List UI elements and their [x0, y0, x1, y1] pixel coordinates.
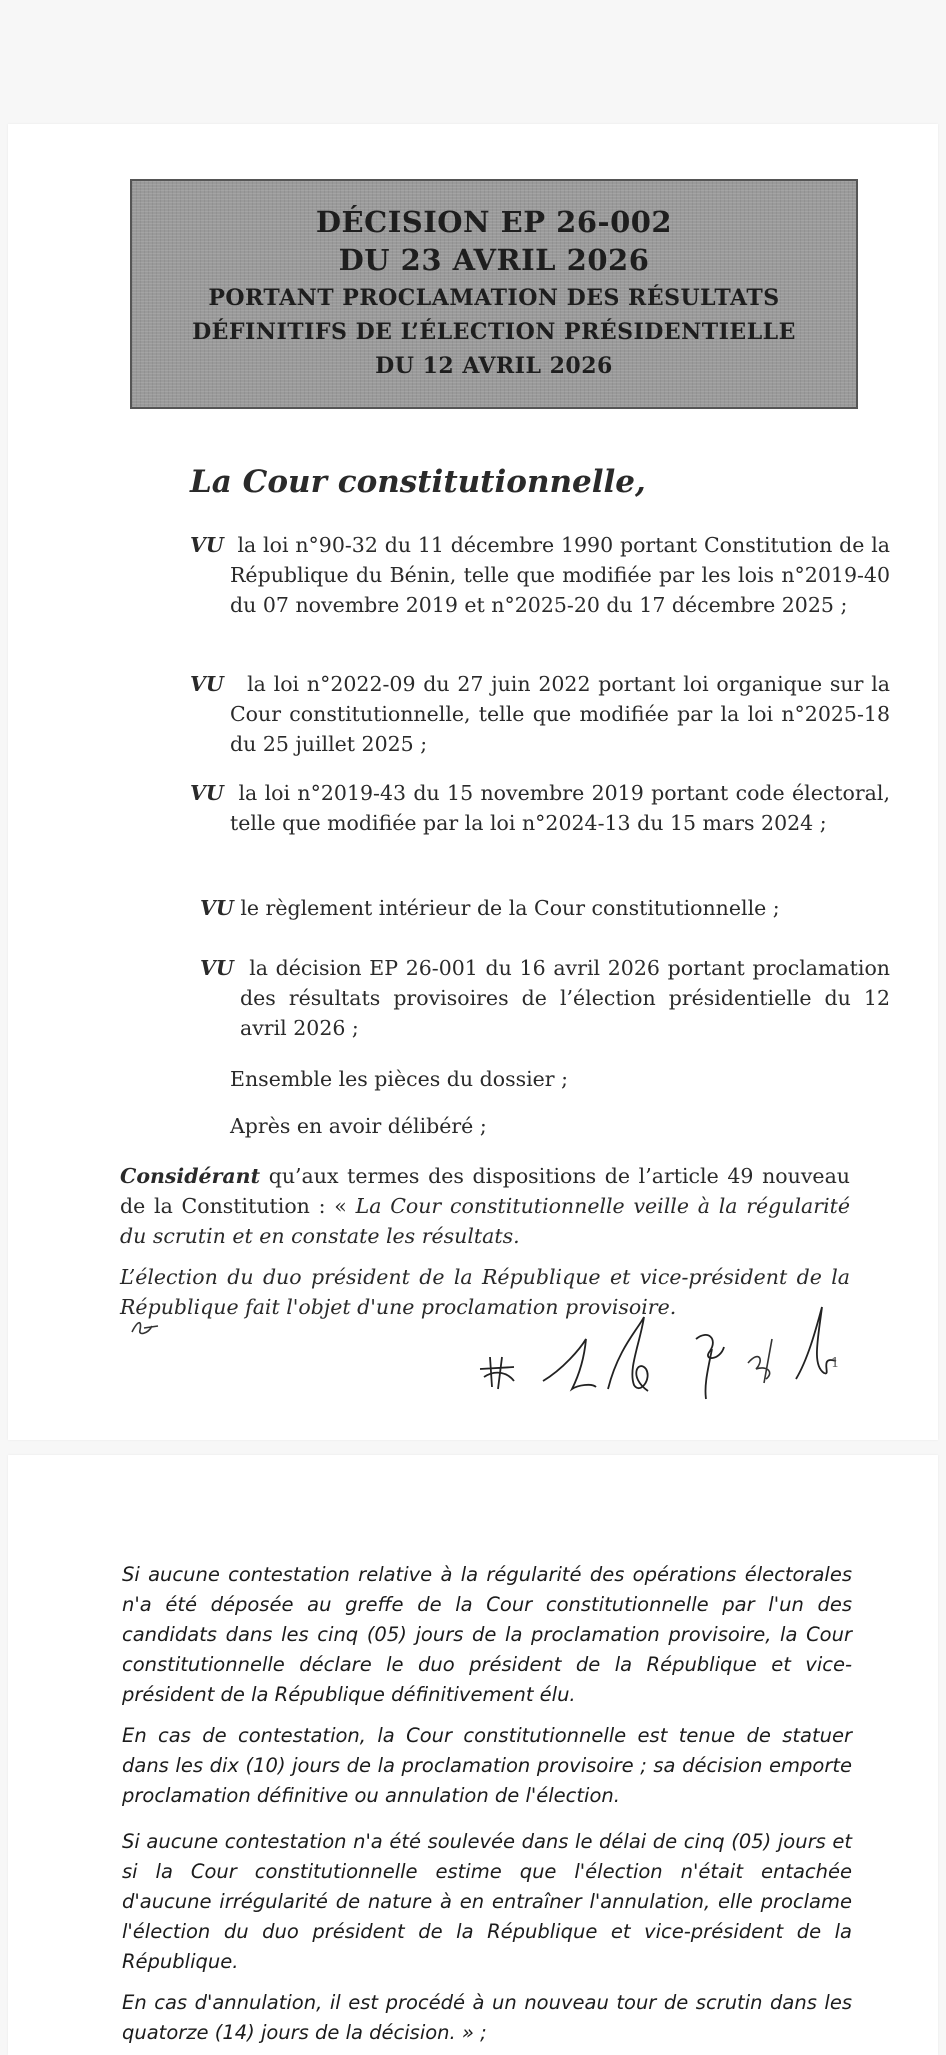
considerant-lead: Considérant	[120, 1164, 261, 1188]
vu-label: VU	[190, 533, 224, 557]
court-title: La Cour constitutionnelle,	[190, 464, 646, 500]
apres-line: Après en avoir délibéré ;	[230, 1114, 487, 1138]
considerant-paragraph	[120, 1161, 850, 1251]
page2-paragraph-2: En cas de contestation, la Cour constitutionnelle est tenue de statuer dans les dix (10) jours de la proclamation provisoire ; sa décision emporte proclamation définitive ou annulation de l'élection.	[122, 1724, 852, 1807]
ensemble-line: Ensemble les pièces du dossier ;	[230, 1067, 569, 1091]
vu-label: VU	[190, 672, 224, 696]
visa-text: la loi n°90-32 du 11 décembre 1990 portant Constitution de la République du Bénin, telle que modifiée par les lois n°2019-40 du 07 novembre 2019 et n°2025-20 du 17 décembre 2025 ;	[230, 533, 890, 617]
visa-text: le règlement intérieur de la Cour constitutionnelle ;	[240, 896, 780, 920]
document-page-2	[8, 1455, 938, 2055]
initials-signature	[128, 1314, 168, 1340]
visa-5	[200, 953, 890, 1043]
decision-date: DU 23 AVRIL 2026	[338, 243, 650, 277]
signatures-row	[468, 1299, 868, 1409]
page2-paragraph-3: Si aucune contestation n'a été soulevée dans le délai de cinq (05) jours et si la Cour constitutionnelle estime que l'élection n'était entachée d'aucune irrégularité de nature à en entraîner l'annulation, elle proclame l'élection du duo président de la République et vice-président de la République.	[122, 1830, 852, 1973]
decision-number: DÉCISION EP 26-002	[315, 205, 673, 239]
page-number: 1	[831, 1356, 840, 1371]
considerant-quote: La Cour constitutionnelle veille à la régularité du scrutin et en constate les résultats.	[120, 1194, 850, 1248]
vu-label: VU	[190, 781, 224, 805]
visa-2	[190, 669, 890, 759]
election-paragraph: L’élection du duo président de la République et vice-président de la République fait l'objet d'une proclamation provisoire.	[120, 1265, 850, 1319]
document-page-1	[8, 124, 938, 1440]
visa-text: la loi n°2022-09 du 27 juin 2022 portant loi organique sur la Cour constitutionnelle, telle que modifiée par la loi n°2025-18 du 25 juillet 2025 ;	[230, 672, 890, 756]
decision-subject-line2: DÉFINITIFS DE L’ÉLECTION PRÉSIDENTIELLE	[192, 319, 796, 345]
decision-header-box	[130, 179, 858, 409]
decision-subject-line1: PORTANT PROCLAMATION DES RÉSULTATS	[208, 285, 780, 311]
vu-label: VU	[200, 956, 234, 980]
visa-1	[190, 530, 890, 620]
visa-4	[200, 893, 860, 923]
decision-subject-line3: DU 12 AVRIL 2026	[375, 353, 613, 379]
visa-text: la loi n°2019-43 du 15 novembre 2019 portant code électoral, telle que modifiée par la loi n°2024-13 du 15 mars 2024 ;	[230, 781, 890, 835]
vu-label: VU	[200, 896, 234, 920]
page2-paragraph-4: En cas d'annulation, il est procédé à un nouveau tour de scrutin dans les quatorze (14) jours de la décision. » ;	[122, 1991, 852, 2044]
visa-text: la décision EP 26-001 du 16 avril 2026 portant proclamation des résultats provisoires de l’élection présidentielle du 12 avril 2026 ;	[240, 956, 890, 1040]
visa-3	[190, 778, 890, 838]
page2-paragraph-1: Si aucune contestation relative à la régularité des opérations électorales n'a été déposée au greffe de la Cour constitutionnelle par l'un des candidats dans les cinq (05) jours de la proclamation provisoire, la Cour constitutionnelle déclare le duo président de la République et vice-président de la République définitivement élu.	[122, 1563, 852, 1706]
considerant-text: qu’aux termes des dispositions de l’article 49 nouveau de la Constitution : «	[120, 1164, 850, 1218]
